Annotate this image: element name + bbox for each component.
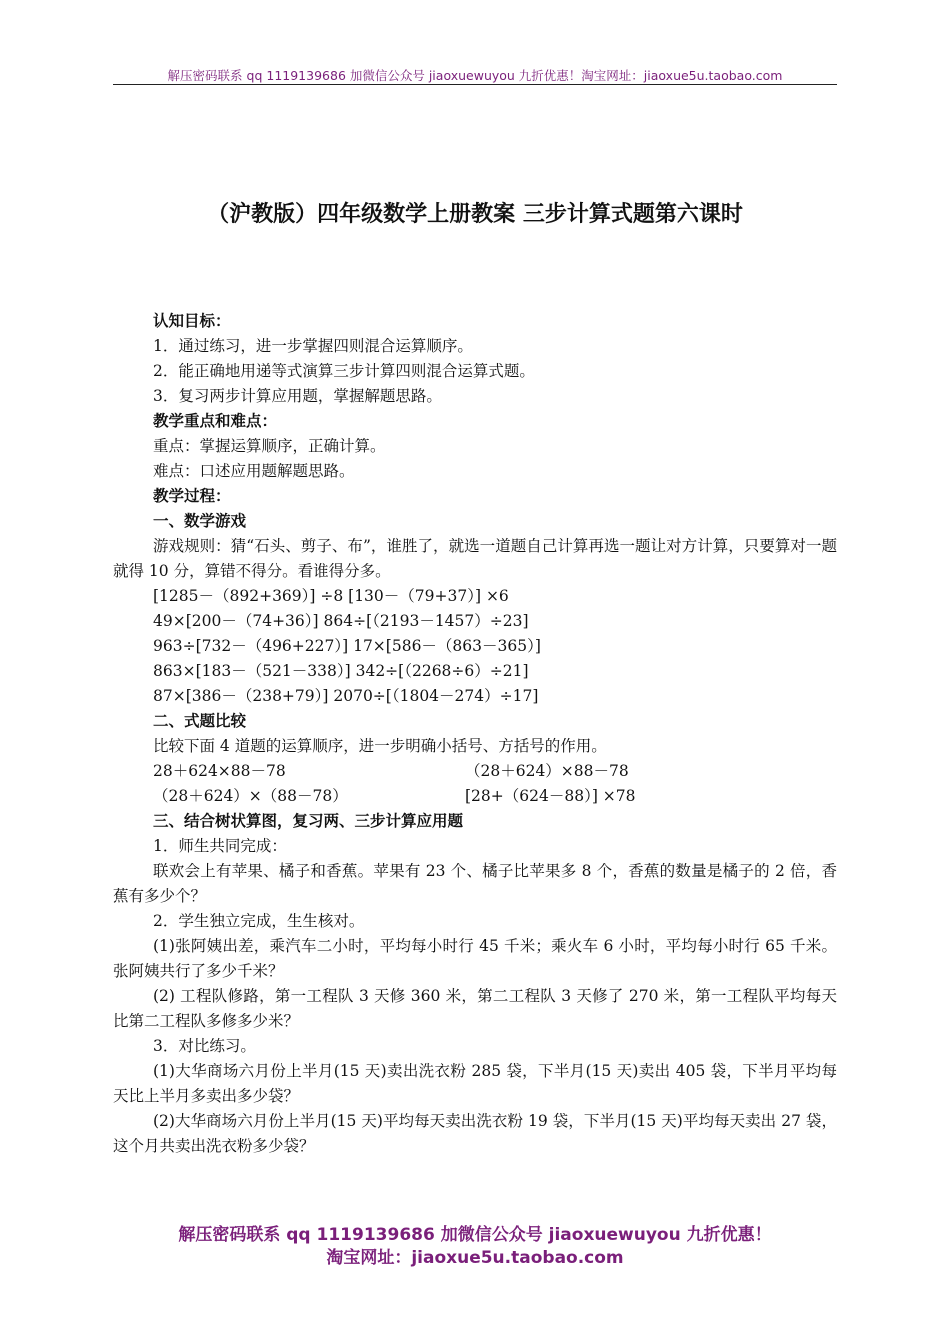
- exercise-label: 2．学生独立完成，生生核对。: [153, 912, 365, 930]
- section-heading: 一、数学游戏: [153, 512, 247, 530]
- expression-line: 963÷[732－（496+227）] 17×[586－（863－365）]: [153, 637, 541, 655]
- header-divider: [113, 84, 837, 85]
- document-body: [113, 309, 837, 1159]
- expression-line: 49×[200－（74+36）] 864÷[（2193－1457）÷23]: [153, 612, 529, 630]
- word-problem: 联欢会上有苹果、橘子和香蕉。苹果有 23 个、橘子比苹果多 8 个，香蕉的数量是橘子的 2 倍，香蕉有多少个？: [113, 862, 837, 905]
- expression-line: 87×[386－（238+79）] 2070÷[（1804－274）÷17]: [153, 687, 539, 705]
- goal-item: 2．能正确地用递等式演算三步计算四则混合运算式题。: [153, 362, 535, 380]
- compare-expression: （28＋624）×（88－78）: [153, 787, 348, 805]
- key-points-heading: 教学重点和难点：: [153, 412, 278, 430]
- compare-expression: [28+（624－88）] ×78: [465, 787, 636, 805]
- section-heading: 二、式题比较: [153, 712, 247, 730]
- word-problem: (2)大华商场六月份上半月(15 天)平均每天卖出洗衣粉 19 袋，下半月(15 天)平均每天卖出 27 袋，这个月共卖出洗衣粉多少袋？: [113, 1112, 837, 1155]
- footer-contact-line: 解压密码联系 qq 1119139686 加微信公众号 jiaoxuewuyou 九折优惠！: [178, 1225, 772, 1245]
- game-rules-paragraph: 游戏规则：猜“石头、剪子、布”，谁胜了，就选一道题自己计算再选一题让对方计算，只要算对一题就得 10 分，算错不得分。看谁得分多。: [113, 537, 837, 580]
- process-heading: 教学过程：: [153, 487, 231, 505]
- word-problem: (1)张阿姨出差，乘汽车二小时，平均每小时行 45 千米；乘火车 6 小时，平均每小时行 65 千米。张阿姨共行了多少千米？: [113, 937, 837, 980]
- compare-intro: 比较下面 4 道题的运算顺序，进一步明确小括号、方括号的作用。: [153, 737, 607, 755]
- compare-row: [113, 784, 837, 809]
- goal-item: 1．通过练习，进一步掌握四则混合运算顺序。: [153, 337, 473, 355]
- expression-line: [1285－（892+369）] ÷8 [130－（79+37）] ×6: [153, 587, 509, 605]
- compare-expression: （28＋624）×88－78: [465, 762, 629, 780]
- word-problem: (1)大华商场六月份上半月(15 天)卖出洗衣粉 285 袋，下半月(15 天)卖出 405 袋，下半月平均每天比上半月多卖出多少袋？: [113, 1062, 837, 1105]
- exercise-label: 3．对比练习。: [153, 1037, 256, 1055]
- exercise-label: 1．师生共同完成：: [153, 837, 287, 855]
- compare-expression: 28＋624×88－78: [153, 762, 286, 780]
- word-problem: (2) 工程队修路，第一工程队 3 天修 360 米，第二工程队 3 天修了 270 米，第一工程队平均每天比第二工程队多修多少米？: [113, 987, 837, 1030]
- goal-item: 3．复习两步计算应用题，掌握解题思路。: [153, 387, 442, 405]
- section-heading: 三、结合树状算图，复习两、三步计算应用题: [153, 812, 464, 830]
- goals-heading: 认知目标：: [153, 312, 231, 330]
- key-point: 重点：掌握运算顺序，正确计算。: [153, 437, 386, 455]
- compare-row: [113, 759, 837, 784]
- document-title: （沪教版）四年级数学上册教案 三步计算式题第六课时: [207, 202, 743, 227]
- footer-shop-line: 淘宝网址：jiaoxue5u.taobao.com: [326, 1248, 624, 1268]
- expression-line: 863×[183－（521－338）] 342÷[（2268÷6）÷21]: [153, 662, 529, 680]
- difficulty-point: 难点：口述应用题解题思路。: [153, 462, 355, 480]
- page-header: 解压密码联系 qq 1119139686 加微信公众号 jiaoxuewuyou 九折优惠！淘宝网址：jiaoxue5u.taobao.com: [167, 68, 783, 83]
